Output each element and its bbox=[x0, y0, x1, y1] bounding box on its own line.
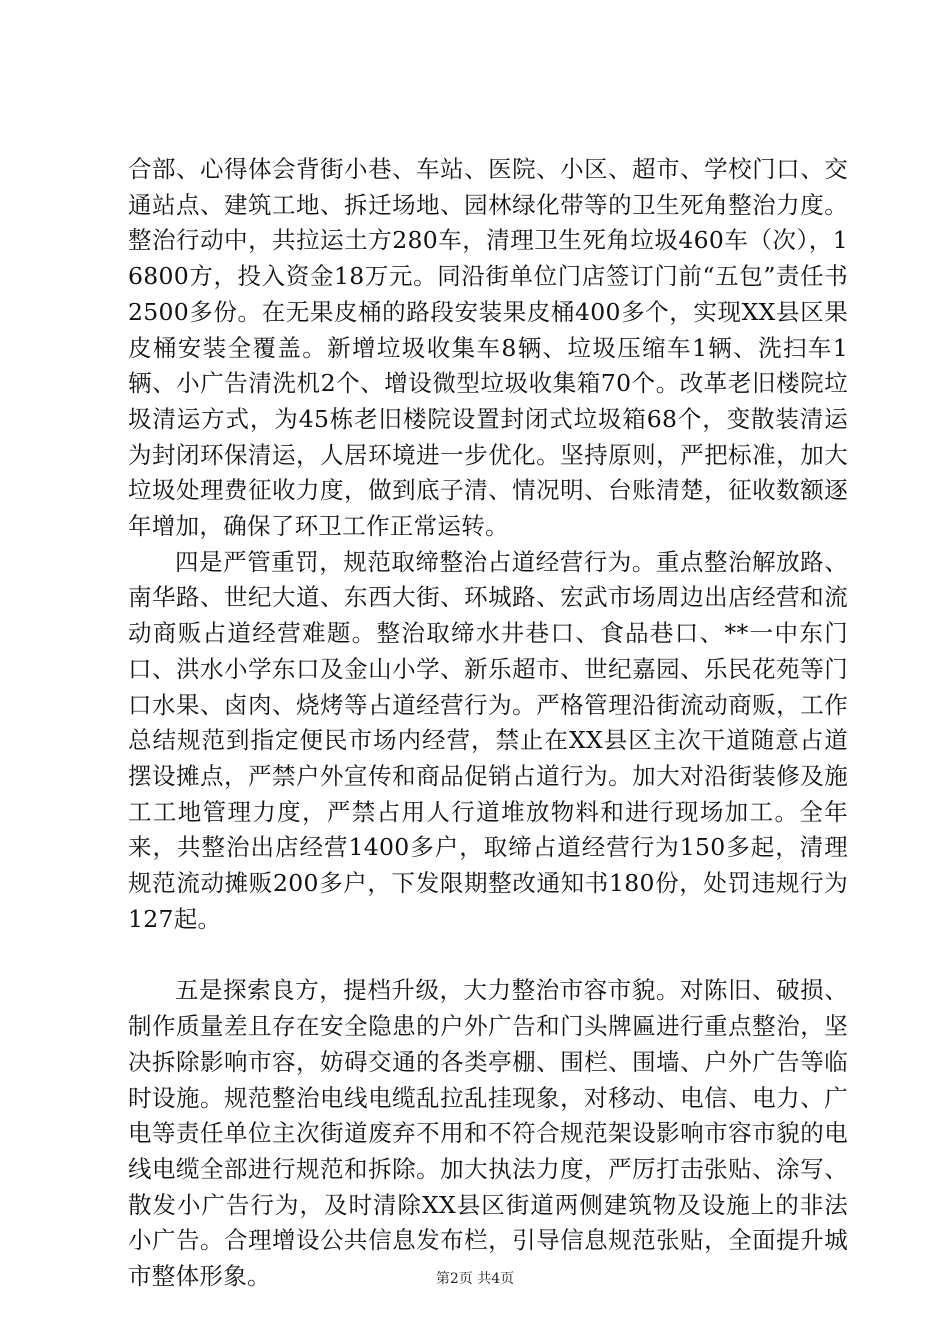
document-body bbox=[128, 152, 848, 1295]
paragraph-city-appearance: 五是探索良方，提档升级，大力整治市容市貌。对陈旧、破损、制作质量差且存在安全隐患的户外广告和门头牌匾进行重点整治，坚决拆除影响市容，妨碍交通的各类亭棚、围栏、围墙、户外广告等临时设施。规范整治电线电缆乱拉乱挂现象，对移动、电信、电力、广电等责任单位主次街道废弃不用和不符合规范架设影响市容市貌的电线电缆全部进行规范和拆除。加大执法力度，严厉打击张贴、涂写、散发小广告行为，及时清除XX县区街道两侧建筑物及设施上的非法小广告。合理增设公共信息发布栏，引导信息规范张贴，全面提升城市整体形象。 bbox=[128, 976, 848, 1291]
paragraph-sanitation: 合部、心得体会背街小巷、车站、医院、小区、超市、学校门口、交通站点、建筑工地、拆迁场地、园林绿化带等的卫生死角整治力度。整治行动中，共拉运土方280车，清理卫生死角垃圾460车（次），16800方，投入资金18万元。同沿街单位门店签订门前“五包”责任书2500多份。在无果皮桶的路段安装果皮桶400多个，实现XX县区果皮桶安装全覆盖。新增垃圾收集车8辆、垃圾压缩车1辆、洗扫车1辆、小广告清洗机2个、增设微型垃圾收集箱70个。改革老旧楼院垃圾清运方式，为45栋老旧楼院设置封闭式垃圾箱68个，变散装清运为封闭环保清运，人居环境进一步优化。坚持原则，严把标准，加大垃圾处理费征收力度，做到底子清、情况明、台账清楚，征收数额逐年增加，确保了环卫工作正常运转。 bbox=[128, 155, 848, 541]
page-number-footer: 第2页 共4页 bbox=[435, 1271, 515, 1287]
paragraph-street-vendors: 四是严管重罚，规范取缔整治占道经营行为。重点整治解放路、南华路、世纪大道、东西大街、环城路、宏武市场周边出店经营和流动商贩占道经营难题。整治取缔水井巷口、食品巷口、**一中东门口、洪水小学东口及金山小学、新乐超市、世纪嘉园、乐民花苑等门口水果、卤肉、烧烤等占道经营行为。严格管理沿街流动商贩，工作总结规范到指定便民市场内经营，禁止在XX县区主次干道随意占道摆设摊点，严禁户外宣传和商品促销占道行为。加大对沿街装修及施工工地管理力度，严禁占用人行道堆放物料和进行现场加工。全年来，共整治出店经营1400多户，取缔占道经营行为150多起，清理规范流动摊贩200多户，下发限期整改通知书180份，处罚违规行为127起。 bbox=[128, 547, 848, 933]
